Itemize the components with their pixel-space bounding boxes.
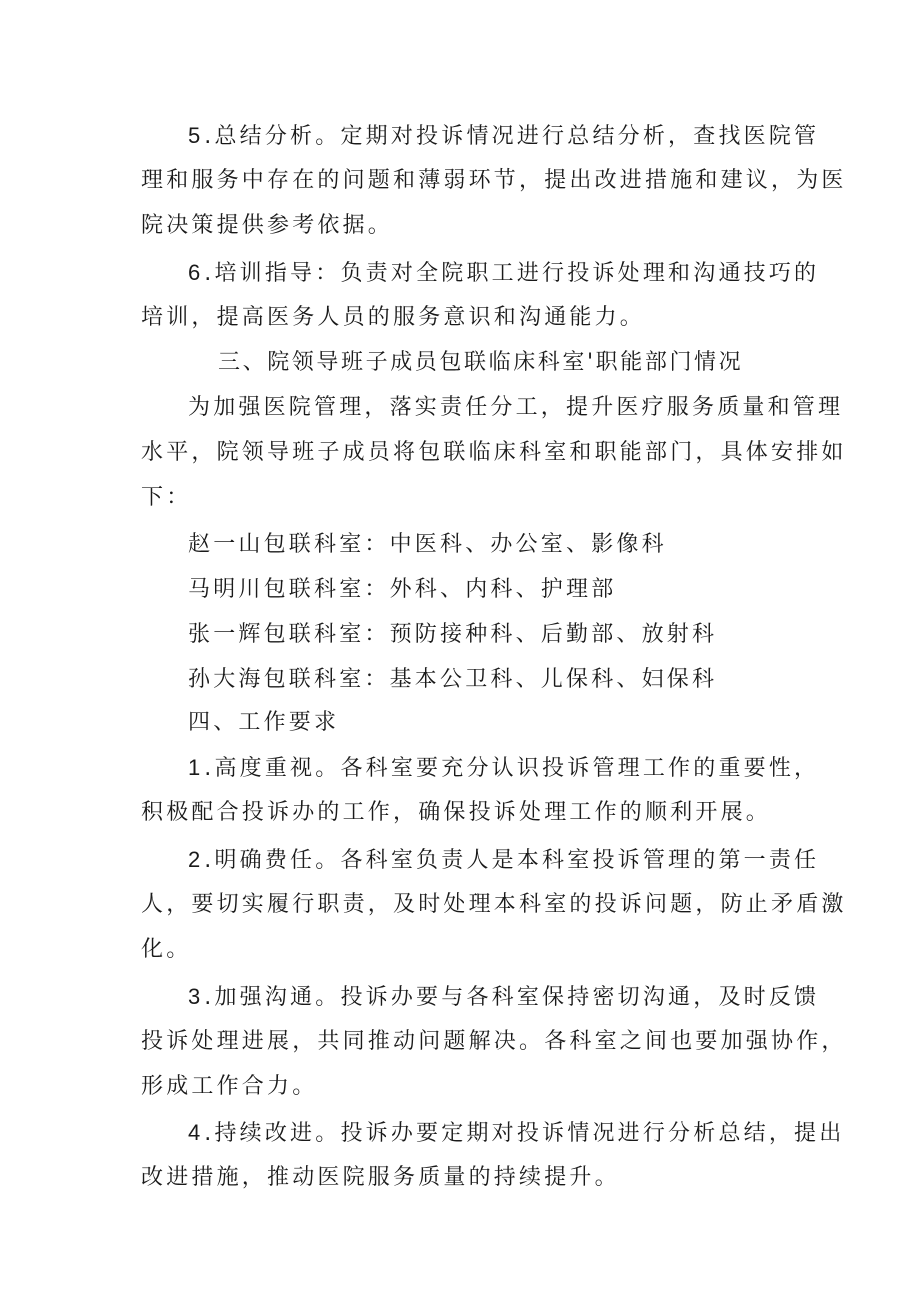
req-2-line-3 bbox=[141, 935, 191, 965]
req-4-line-1 bbox=[188, 1118, 844, 1149]
paragraph-text: .加强沟通。投诉办要与各科室保持密切沟通，及时反馈 bbox=[204, 985, 820, 1010]
paragraph-text: 下： bbox=[141, 485, 192, 510]
req-2-line-1 bbox=[188, 845, 819, 876]
assignment-line-4 bbox=[188, 665, 717, 695]
paragraph-text: 孙大海包联科室：基本公卫科、儿保科、妇保科 bbox=[188, 667, 718, 692]
paragraph-text: .持续改进。投诉办要定期对投诉情况进行分析总结，提出 bbox=[204, 1121, 845, 1146]
paragraph-text: 马明川包联科室：外科、内科、护理部 bbox=[188, 577, 617, 602]
paragraph-text: 人，要切实履行职责，及时处理本科室的投诉问题，防止矛盾激 bbox=[141, 892, 847, 917]
paragraph-text: 化。 bbox=[141, 937, 192, 962]
req-3-line-1 bbox=[188, 982, 819, 1013]
paragraph-text: 为加强医院管理，落实责任分工，提升医疗服务质量和管理 bbox=[188, 395, 844, 420]
item-number: 5 bbox=[188, 123, 201, 148]
paragraph-text: 积极配合投诉办的工作，确保投诉处理工作的顺利开展。 bbox=[141, 800, 772, 825]
heading-text: 四、工作要求 bbox=[188, 710, 340, 735]
paragraph-text: 改进措施，推动医院服务质量的持续提升。 bbox=[141, 1165, 620, 1190]
paragraph-text: 形成工作合力。 bbox=[141, 1074, 318, 1099]
section-heading-4 bbox=[188, 708, 339, 738]
item-number: 6 bbox=[188, 260, 201, 285]
assignment-line-3 bbox=[188, 620, 717, 650]
req-3-line-2 bbox=[141, 1027, 847, 1057]
intro-line-1 bbox=[188, 393, 843, 423]
section-heading-3 bbox=[218, 348, 743, 378]
item-6-line-1 bbox=[188, 258, 819, 289]
paragraph-text: 赵一山包联科室：中医科、办公室、影像科 bbox=[188, 532, 667, 557]
paragraph-text: 张一辉包联科室：预防接种科、后勤部、放射科 bbox=[188, 622, 718, 647]
paragraph-text: .总结分析。定期对投诉情况进行总结分析，查找医院管 bbox=[204, 124, 820, 149]
item-number: 2 bbox=[188, 847, 201, 872]
paragraph-text: 水平，院领导班子成员将包联临床科室和职能部门，具体安排如 bbox=[141, 440, 847, 465]
intro-line-2 bbox=[141, 438, 847, 468]
assignment-line-2 bbox=[188, 575, 616, 605]
req-3-line-3 bbox=[141, 1072, 317, 1102]
item-5-line-2 bbox=[141, 166, 847, 196]
req-2-line-2 bbox=[141, 890, 847, 920]
item-6-line-2 bbox=[141, 303, 645, 333]
req-1-line-1 bbox=[188, 753, 819, 784]
item-number: 4 bbox=[188, 1120, 201, 1145]
paragraph-text: 投诉处理进展，共同推动问题解决。各科室之间也要加强协作， bbox=[141, 1029, 847, 1054]
paragraph-text: .明确费任。各科室负责人是本科室投诉管理的第一责任 bbox=[204, 848, 820, 873]
heading-text: 三、院领导班子成员包联临床科室'职能部门情况 bbox=[218, 350, 744, 375]
paragraph-text: .培训指导：负责对全院职工进行投诉处理和沟通技巧的 bbox=[204, 261, 820, 286]
req-1-line-2 bbox=[141, 798, 771, 828]
item-5-line-3 bbox=[141, 211, 393, 241]
paragraph-text: 理和服务中存在的问题和薄弱环节，提出改进措施和建议，为医 bbox=[141, 168, 847, 193]
item-number: 1 bbox=[188, 755, 201, 780]
paragraph-text: .高度重视。各科室要充分认识投诉管理工作的重要性， bbox=[204, 756, 820, 781]
paragraph-text: 培训，提高医务人员的服务意识和沟通能力。 bbox=[141, 305, 646, 330]
assignment-line-1 bbox=[188, 530, 667, 560]
paragraph-text: 院决策提供参考依据。 bbox=[141, 213, 394, 238]
req-4-line-2 bbox=[141, 1163, 620, 1193]
item-5-line-1 bbox=[188, 121, 819, 152]
item-number: 3 bbox=[188, 984, 201, 1009]
intro-line-3 bbox=[141, 483, 191, 513]
